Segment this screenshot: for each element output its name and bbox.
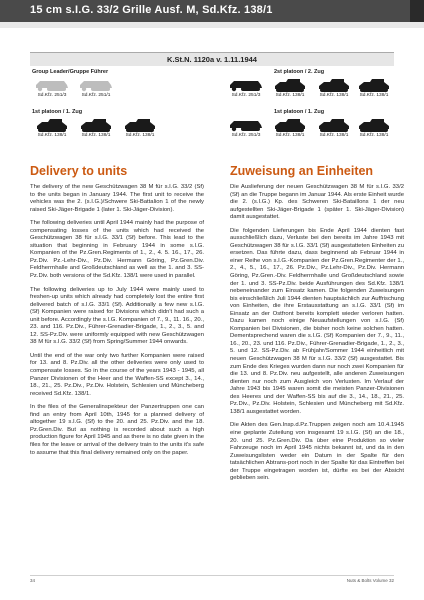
paragraph: Die Akten des Gen.Insp.d.Pz.Truppen zeigen noch am 10.4.1945 eine geplante Zuteilung von insgesamt 19 s.I.G. (Sf) an die 18., 20. und 25. Pz.Gren.Div. Da über eine Produktion so vieler Fahrzeuge noch im April 1945 nichts bekannt ist, und da in den Zuweisungslisten weder ein Datum in der Spalte für den tatsächlichen Abtrans-port noch in der Spalte für das Eintreffen bei der Truppe eingetragen worden ist, dürfte es bei der Absicht geblieben sein. — [230, 422, 404, 482]
vehicle-grille — [122, 118, 158, 138]
vehicle-label: Sd.Kfz. 138/1 — [125, 133, 155, 138]
vehicle-halftrack — [228, 118, 264, 138]
header-bar — [0, 0, 424, 22]
publisher-credit: Nuts & Bolts Volume 32 — [346, 578, 394, 583]
paragraph: The delivery of the new Geschützwagen 38 M für s.I.G. 33/2 (Sf) to the units began in January 1944. The first unit to receive the vehicles was the 2. (s.I.G.)/Schwere Ski-Battalion 1 of the newly raised Ski-Jäger-Brigade 1 (later 1. Ski-Jäger-Division). — [30, 184, 204, 213]
vehicle-grille — [356, 78, 392, 98]
vehicle-grille — [78, 118, 114, 138]
paragraph: Die Auslieferung der neuen Geschützwagen 38 M für s.I.G. 33/2 (Sf) an die Truppe begann im Januar 1944. Als erste Einheit wurde die 2. (s.I.G.) Kp. des Schweren Ski-Bataillons 1 der neu aufgestellten Ski-Jäger-Brigade 1 (später 1. Ski-Jäger-Division) damit ausgestattet. — [230, 184, 404, 221]
vehicle-halftrack — [78, 78, 114, 98]
vehicle-grille — [272, 78, 308, 98]
edge-tab — [410, 0, 424, 22]
vehicle-halftrack — [228, 78, 264, 98]
vehicle-label: Sd.Kfz. 138/1 — [275, 93, 305, 98]
platoon2-label: 2st platoon / 2. Zug — [274, 69, 325, 75]
english-column — [30, 164, 204, 463]
english-heading: Delivery to units — [30, 164, 128, 178]
vehicle-label: Sd.Kfz. 251/3 — [231, 93, 261, 98]
vehicle-grille — [272, 118, 308, 138]
vehicle-label: Sd.Kfz. 138/1 — [81, 133, 111, 138]
paragraph: The following deliveries up to July 1944 were mainly used to freshen-up units which already had completely lost the entire first delivered batch of s.I.G. 33/1 (Sf). Additionally a few new s.I.G. (Sf) Kompanien were raised for Divisions which didn't had such a unit before. Accordingly the s.I.G. Kompanien of 7., 9., 11. 16., 20., 23. and 116. Pz.Div., Führer-Grenadier-Brigade, 1., 2., 3., 5. and 12. SS-Pz.Div. were uniformly equipped with new Geschützwagen 38 M für s.I.G. 33/2 (Sf) from Spring/Summer 1944 onwards. — [30, 286, 204, 346]
vehicle-label: Sd.Kfz. 138/1 — [319, 133, 349, 138]
vehicle-grille — [34, 118, 70, 138]
vehicle-label: Sd.Kfz. 251/3 — [231, 133, 261, 138]
vehicle-label: Sd.Kfz. 251/3 — [37, 93, 67, 98]
vehicle-grille — [356, 118, 392, 138]
organization-diagram — [30, 52, 394, 153]
org-title: K.St.N. 1120a v. 1.11.1944 — [30, 53, 394, 66]
page-number: 34 — [30, 578, 36, 583]
paragraph: The following deliveries until April 1944 mainly had the purpose of compensating losses of the units which had received the Geschützwagen 38 für s.I.G. 33/1 (Sf) before. This lead to the situation that beginning in February 1944 in some s.I.G. Kompanien of the Pz.Gren.Regiments of 1., 2., 4. 5. 16., 17., 26. Pz.Div. Pz.-Lehr-Div., Pz.Div. Hermann Göring, Pz.Gren.Div. Feldherrnhalle and Großdeutschland as well as the 1. and 3. SS-Pz.Div. both versions of the Sd.Kfz. 138/1 were used in parallel. — [30, 220, 204, 280]
header-underline — [0, 22, 424, 28]
german-heading: Zuweisung an Einheiten — [230, 164, 374, 178]
paragraph: Die folgenden Lieferungen bis Ende April 1944 dienten fast ausschließlich dazu, Verluste bei den bereits im Jahre 1943 mit Geschützwagen 38 für s.I.G. 33/1 (Sf) ausgestatteten Einheiten zu ersetzen. Das führte dazu, dass beginnend ab Februar 1944 in einer Reihe von s.I.G.-Kompanien der Pz.Gren.Regimenter der 1., 2., 4., 5., 16., 17., 26. Pz.Div., Pz.Lehr-Div., Pz.Div. Hermann Göring, Pz.Gren.-Div. Feldherrnhalle und Großdeutschland sowie der 1. und 3. SS-Pz.Div. beide Ausführungen des Sd.Kfz. 138/1 nebeneinander zum Einsatz kamen. Die folgenden Zuweisungen bis einschließlich Juli 1944 dienten hauptsächlich zur Auffrischung von Einheiten, die ihre Erstausstattung an s.I.G. 33/1 (Sf) im Einsatz an der Ostfront bereits komplett wieder verloren hatten. Dazu kamen noch einige Neuaufstellungen von s.I.G. (Sf) Kompanien bei Divisionen, die bisher noch keine solchen hatten. Dementsprechend waren die s.I.G. (Sf) Kompanien der 7., 9., 11., 16., 20., 23. und 116. Pz.Div., Führer-Grenadier-Brigade, 1., 2., 3., 5. und 12. SS-Pz.Div. ab Frühjahr/Sommer 1944 einheitlich mit neuen Geschützwagen 38 M für s.I.G. 33/2 (Sf) ausgestattet. Bis zum Ende des Krieges wurden dann nur noch zwei Kompanien für die 13. und 8. Pz.Div. neu aufgestellt, alle anderen Zuweisungen dienten nur noch zum Ausgleich von Verlusten. Im Verlauf der Jahre 1943 bis 1945 waren somit die meisten Panzer-Divisionen des Heeres und der Waffen-SS bis auf die 3., 14., 18., 21., 25. Pz.Div., Pz.Div. Holstein, Schlesien und Müncheberg mit Sd.Kfz. 138/1 ausgestattet worden. — [230, 227, 404, 415]
german-column — [230, 164, 404, 489]
vehicle-label: Sd.Kfz. 138/1 — [275, 133, 305, 138]
page-title: 15 cm s.I.G. 33/2 Grille Ausf. M, Sd.Kfz. 138/1 — [30, 4, 273, 16]
platoon2b-label: 1st platoon / 1. Zug — [274, 109, 325, 115]
vehicle-label: Sd.Kfz. 251/1 — [81, 93, 111, 98]
vehicle-label: Sd.Kfz. 138/1 — [359, 93, 389, 98]
paragraph: In the files of the Generalinspekteur der Panzertruppen one can find an entry from April 10th, 1945 for a planned delivery of altogether 19 s.I.G. (Sf) to the 20. and 25. Pz.Div. and the 18. Pz.Gren.Div. But as nothing is recorded about such a high production figure for April 1945 and as there is no date given in the files for the leave or arrival of the delivery train to the units it's safe to assume that this final delivery remained only on the paper. — [30, 404, 204, 456]
platoon1-label: 1st platoon / 1. Zug — [32, 109, 83, 115]
paragraph: Until the end of the war only two further Kompanien were raised for 13. and 8. Pz.Div. all the other deliveries were only used to compensate losses. So in the course of the years 1943 - 1945, all Panzer Divisionen of the Heer and the Waffen-SS except 3., 14., 18., 21., 25. Pz.Div., Pz.Div. Holstein, Schlesien und Müncheberg received Sd.Kfz. 138/1. — [30, 352, 204, 397]
vehicle-grille — [316, 78, 352, 98]
vehicle-label: Sd.Kfz. 138/1 — [37, 133, 67, 138]
group-leader-label: Group Leader/Gruppe Führer — [32, 69, 109, 75]
vehicle-label: Sd.Kfz. 138/1 — [359, 133, 389, 138]
vehicle-grille — [316, 118, 352, 138]
vehicle-halftrack — [34, 78, 70, 98]
vehicle-label: Sd.Kfz. 138/1 — [319, 93, 349, 98]
footer-divider — [30, 575, 394, 576]
